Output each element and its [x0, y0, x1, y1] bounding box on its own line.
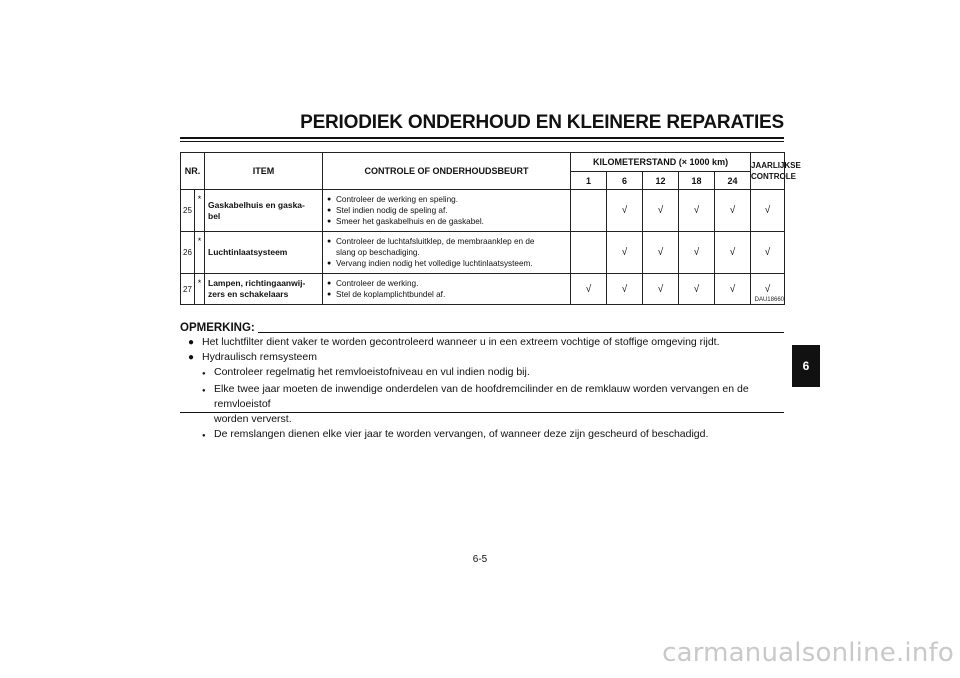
list-item: [188, 350, 784, 365]
maintenance-table: [180, 152, 801, 305]
header-km-24: 24: [715, 172, 751, 190]
control-text: Controleer de werking en speling.: [336, 195, 458, 204]
bullet-icon: ●: [202, 388, 206, 394]
row-item-line: bel: [208, 210, 221, 221]
check-km-12: √: [643, 274, 679, 305]
header-yearly-line2: CONTROLE: [751, 172, 796, 181]
check-km-1: [571, 190, 607, 232]
header-km-6: 6: [607, 172, 643, 190]
bullet-icon: ●: [188, 352, 195, 363]
control-text: Stel indien nodig de speling af.: [336, 206, 448, 215]
page-title: PERIODIEK ONDERHOUD EN KLEINERE REPARATIES: [300, 112, 784, 133]
row-item-line: zers en schakelaars: [208, 289, 289, 299]
row-star: *: [195, 190, 205, 232]
table-row: [181, 190, 785, 232]
note-text: De remslangen dienen elke vier jaar te worden vervangen, of wanneer deze zijn gescheurd of beschadigd.: [214, 428, 709, 440]
row-item-line: Luchtinlaatsysteem: [208, 247, 288, 257]
header-nr: NR.: [181, 153, 205, 190]
chapter-tab: 6: [792, 345, 820, 387]
page-number: 6-5: [472, 554, 488, 565]
list-item: [202, 382, 784, 412]
header-km-12: 12: [643, 172, 679, 190]
list-item: [188, 335, 784, 350]
row-controls: [323, 190, 571, 232]
check-yearly: √: [751, 232, 785, 274]
bullet-icon: ●: [202, 371, 206, 377]
note-rule: [258, 332, 784, 333]
bullet-icon: ●: [327, 207, 332, 214]
row-item: [205, 190, 323, 232]
header-km-1: 1: [571, 172, 607, 190]
table-row: [181, 232, 785, 274]
title-rule: [180, 137, 784, 139]
control-text: Controleer de luchtafsluitklep, de membraanklep en de: [336, 237, 535, 246]
bullet-icon: ●: [327, 260, 332, 267]
check-km-18: √: [679, 274, 715, 305]
row-nr: 26: [181, 232, 195, 274]
row-item: [205, 274, 323, 305]
check-km-6: √: [607, 232, 643, 274]
check-km-6: √: [607, 190, 643, 232]
list-item: [202, 427, 784, 444]
row-star: *: [195, 232, 205, 274]
check-km-18: √: [679, 190, 715, 232]
note-heading: OPMERKING:: [180, 322, 255, 334]
bullet-icon: ●: [327, 196, 332, 203]
check-km-1: √: [571, 274, 607, 305]
check-km-24: √: [715, 190, 751, 232]
check-km-6: √: [607, 274, 643, 305]
row-controls: [323, 274, 571, 305]
row-item: [205, 232, 323, 274]
watermark: carmanualsonline.info: [662, 638, 954, 668]
bullet-icon: ●: [327, 280, 332, 287]
control-text-continuation: slang op beschadiging.: [336, 248, 420, 257]
bullet-icon: ●: [188, 337, 195, 348]
header-yearly: [751, 153, 801, 190]
check-km-12: √: [643, 190, 679, 232]
check-yearly: √: [751, 274, 785, 305]
row-nr: 25: [181, 190, 195, 232]
header-km-group: KILOMETERSTAND (× 1000 km): [571, 153, 751, 172]
control-text: Smeer het gaskabelhuis en de gaskabel.: [336, 217, 484, 226]
row-star: *: [195, 274, 205, 305]
bullet-icon: ●: [327, 291, 332, 298]
check-yearly: √: [751, 190, 785, 232]
row-controls: [323, 232, 571, 274]
table-row: [181, 274, 785, 305]
check-km-12: √: [643, 232, 679, 274]
bullet-icon: ●: [327, 238, 332, 245]
control-text: Controleer de werking.: [336, 279, 419, 288]
header-yearly-line1: JAARLIJKSE: [751, 161, 801, 170]
row-item-line: Lampen, richtingaanwij-: [208, 278, 306, 288]
list-item: [202, 365, 784, 382]
control-text: Stel de koplamplichtbundel af.: [336, 290, 446, 299]
header-control: CONTROLE OF ONDERHOUDSBEURT: [323, 153, 571, 190]
note-text: Controleer regelmatig het remvloeistofniveau en vul indien nodig bij.: [214, 366, 530, 378]
title-rule-thin: [180, 141, 784, 142]
control-text: Vervang indien nodig het volledige luchtinlaatsysteem.: [336, 259, 533, 268]
header-km-18: 18: [679, 172, 715, 190]
note-rule-bottom: [180, 412, 784, 413]
check-km-18: √: [679, 232, 715, 274]
check-km-24: √: [715, 274, 751, 305]
note-list: [188, 335, 784, 444]
note-text-continuation: worden ververst.: [214, 413, 292, 425]
row-item-line: Gaskabelhuis en gaska-: [208, 199, 305, 210]
row-nr: 27: [181, 274, 195, 305]
note-text: Hydraulisch remsysteem: [202, 351, 317, 363]
header-item: ITEM: [205, 153, 323, 190]
bullet-icon: ●: [202, 433, 206, 439]
bullet-icon: ●: [327, 218, 332, 225]
document-code: DAU18660: [754, 297, 784, 303]
check-km-24: √: [715, 232, 751, 274]
note-text: Elke twee jaar moeten de inwendige onderdelen van de hoofdremcilinder en de remklauw worden vervangen en de remvloeistof: [214, 383, 749, 410]
check-km-1: [571, 232, 607, 274]
note-text: Het luchtfilter dient vaker te worden gecontroleerd wanneer u in een extreem vochtige of stoffige omgeving rijdt.: [202, 336, 720, 348]
